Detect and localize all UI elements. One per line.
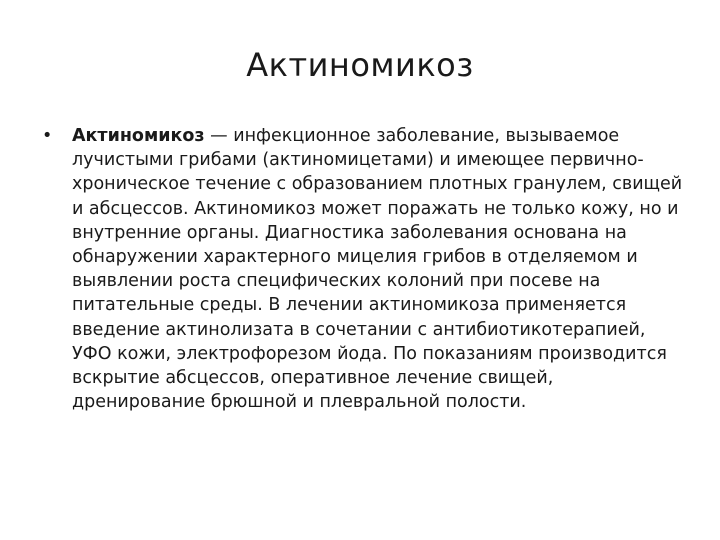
bullet-list	[40, 124, 690, 414]
slide-title: Актиномикоз	[246, 46, 474, 84]
bullet-term: Актиномикоз	[72, 126, 205, 146]
bullet-text: — инфекционное заболевание, вызываемое лучистыми грибами (актиномицетами) и имеющее первично-хроническое течение с образованием плотных гранулем, свищей и абсцессов. Актиномикоз может поражать не только кожу, но и внутренние органы. Диагностика заболевания основана на обнаружении характерного мицелия грибов в отделяемом и выявлении роста специфических колоний при посеве на питательные среды. В лечении актиномикоза применяется введение актинолизата в сочетании с антибиотикотерапией, УФО кожи, электрофорезом йода. По показаниям производится вскрытие абсцессов, оперативное лечение свищей, дренирование брюшной и плевральной полости.	[72, 126, 683, 413]
bullet-marker: •	[42, 126, 53, 146]
bullet-item	[40, 124, 690, 414]
